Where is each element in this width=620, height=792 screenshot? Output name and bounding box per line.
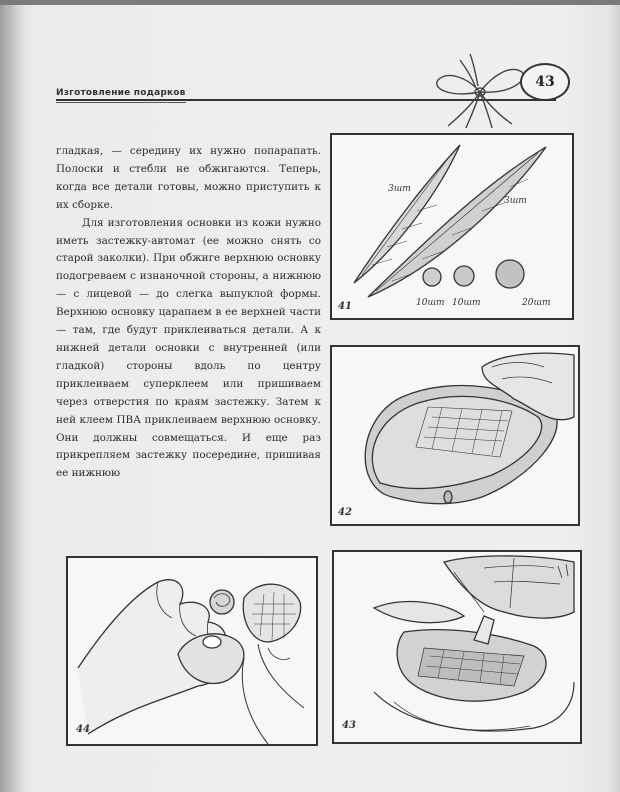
figure-41-number: 41 xyxy=(338,301,352,312)
top-edge xyxy=(0,0,620,5)
ribbon-bow-icon xyxy=(430,50,530,130)
paragraph-1: гладкая, — середину их нужно попарапать. Полоски и стебли не обжигаются. Теперь, когда все детали готовы, можно приступить к их сборке. xyxy=(56,145,321,211)
header-rule-secondary xyxy=(56,102,186,103)
fig41-label-a: 3шт xyxy=(388,184,411,194)
section-title: Изготовление подарков xyxy=(56,88,186,98)
figure-44-drawing xyxy=(68,558,316,744)
figure-44-number: 44 xyxy=(76,724,90,735)
figure-43-number: 43 xyxy=(342,720,356,731)
figure-44 xyxy=(66,556,318,746)
figure-41 xyxy=(330,133,574,320)
fig41-label-d: 10шт xyxy=(452,298,481,308)
figure-43 xyxy=(332,550,582,744)
fig41-label-e: 20шт xyxy=(522,298,551,308)
paragraph-2: Для изготовления основки из кожи нужно иметь застежку-автомат (ее можно снять со старой заколки). При обжиге верхнюю основку подогреваем с изнаночной стороны, а нижнюю — с лицевой — до слегка выпуклой формы. Верхнюю основку царапаем в ее верхней части — там, где будут приклеиваться детали. А к нижней детали основки с внутренней (или гладкой) стороны вдоль по центру приклеиваем суперклеем или пришиваем через отверстия по краям застежку. Затем к ней клеем ПВА приклеиваем верхнюю основку. Они должны совмещаться. И еще раз прикрепляем застежку посередине, пришивая ее нижнюю xyxy=(56,216,321,480)
figure-42-number: 42 xyxy=(338,507,352,518)
figure-43-drawing xyxy=(334,552,580,742)
figure-42-drawing xyxy=(332,347,578,524)
page-number-badge: 43 xyxy=(520,63,570,101)
body-text-column xyxy=(56,143,321,483)
figure-41-labels xyxy=(332,135,572,318)
figure-42 xyxy=(330,345,580,526)
fig41-label-b: 3шт xyxy=(504,196,527,206)
fig41-label-c: 10шт xyxy=(416,298,445,308)
page-fold-shadow xyxy=(0,0,26,792)
